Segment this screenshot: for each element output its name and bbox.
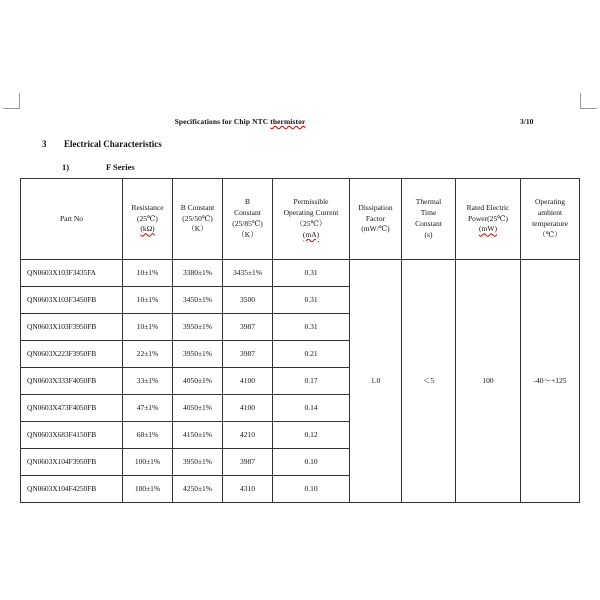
cell-b-constant-25-50: 4050±1%	[173, 395, 223, 422]
cell-resistance: 33±1%	[123, 368, 173, 395]
cell-operating-current: 0.12	[273, 422, 350, 449]
cell-resistance: 100±1%	[123, 449, 173, 476]
cell-part-no: QN0603X104F4250FB	[21, 476, 123, 503]
cell-operating-current: 0.17	[273, 368, 350, 395]
table-header-row	[21, 179, 580, 260]
crop-mark-top-right	[581, 108, 597, 109]
cell-part-no: QN0603X333F4050FB	[21, 368, 123, 395]
cell-resistance: 10±1%	[123, 260, 173, 287]
electrical-characteristics-table	[20, 178, 580, 503]
page-header-title	[0, 117, 480, 126]
cell-b-constant-25-85: 3435±1%	[223, 260, 273, 287]
cell-part-no: QN0603X223F3950FB	[21, 341, 123, 368]
header-operating-temperature: Operating ambient temperature （℃）	[521, 179, 580, 260]
header-operating-current: Permissible Operating Current （25℃） (mA)	[273, 179, 350, 260]
cell-part-no: QN0603X683F4150FB	[21, 422, 123, 449]
header-thermal-time-constant: Thermal Time Constant (s)	[402, 179, 456, 260]
cell-part-no: QN0603X473F4050FB	[21, 395, 123, 422]
cell-operating-current: 0.14	[273, 395, 350, 422]
cell-b-constant-25-50: 3450±1%	[173, 287, 223, 314]
crop-mark-top-left	[19, 93, 20, 109]
cell-operating-current: 0.31	[273, 260, 350, 287]
cell-b-constant-25-50: 3380±1%	[173, 260, 223, 287]
cell-b-constant-25-85: 4210	[223, 422, 273, 449]
cell-b-constant-25-50: 3950±1%	[173, 314, 223, 341]
cell-part-no: QN0603X104F3950FB	[21, 449, 123, 476]
header-rated-power: Rated Electric Power(25℃) (mW)	[456, 179, 521, 260]
cell-b-constant-25-50: 4250±1%	[173, 476, 223, 503]
cell-b-constant-25-50: 3950±1%	[173, 449, 223, 476]
header-part-no: Part No	[21, 179, 123, 260]
cell-resistance: 10±1%	[123, 287, 173, 314]
cell-dissipation-factor: 1.0	[350, 260, 402, 503]
header-b-constant-25-85: B Constant (25/85℃) （K）	[223, 179, 273, 260]
crop-mark-top-right	[580, 93, 581, 109]
cell-b-constant-25-50: 3950±1%	[173, 341, 223, 368]
cell-operating-current: 0.31	[273, 287, 350, 314]
cell-thermal-time-constant: ＜5	[402, 260, 456, 503]
crop-mark-top-left	[3, 108, 19, 109]
header-title-underlined: thermistor	[270, 117, 306, 126]
cell-operating-current: 0.31	[273, 314, 350, 341]
table-row	[21, 260, 580, 287]
cell-part-no: QN0603X103F3950FB	[21, 314, 123, 341]
cell-operating-temperature: -40～+125	[521, 260, 580, 503]
cell-operating-current: 0.10	[273, 476, 350, 503]
cell-b-constant-25-50: 4050±1%	[173, 368, 223, 395]
subsection-number: 1)	[62, 162, 70, 172]
cell-b-constant-25-85: 3987	[223, 314, 273, 341]
cell-rated-power: 100	[456, 260, 521, 503]
cell-resistance: 100±1%	[123, 476, 173, 503]
cell-resistance: 47±1%	[123, 395, 173, 422]
cell-resistance: 68±1%	[123, 422, 173, 449]
cell-b-constant-25-85: 4310	[223, 476, 273, 503]
cell-b-constant-25-85: 3987	[223, 449, 273, 476]
cell-b-constant-25-50: 4150±1%	[173, 422, 223, 449]
cell-operating-current: 0.10	[273, 449, 350, 476]
cell-part-no: QN0603X103F3435FA	[21, 260, 123, 287]
header-dissipation-factor: Dissipation Factor (mW/℃)	[350, 179, 402, 260]
cell-resistance: 22±1%	[123, 341, 173, 368]
header-title-text: Specifications for Chip NTC	[174, 117, 271, 126]
cell-b-constant-25-85: 3500	[223, 287, 273, 314]
cell-b-constant-25-85: 3987	[223, 341, 273, 368]
cell-operating-current: 0.21	[273, 341, 350, 368]
section-number: 3	[42, 139, 47, 149]
subsection-title: F Series	[106, 162, 135, 172]
cell-b-constant-25-85: 4100	[223, 368, 273, 395]
header-b-constant-25-50: B Constant (25/50℃) （K）	[173, 179, 223, 260]
cell-part-no: QN0603X103F3450FB	[21, 287, 123, 314]
section-title: Electrical Characteristics	[64, 139, 162, 149]
page-number: 3/10	[520, 117, 534, 126]
cell-b-constant-25-85: 4100	[223, 395, 273, 422]
cell-resistance: 10±1%	[123, 314, 173, 341]
header-resistance: Resistance (25℃) (kΩ)	[123, 179, 173, 260]
